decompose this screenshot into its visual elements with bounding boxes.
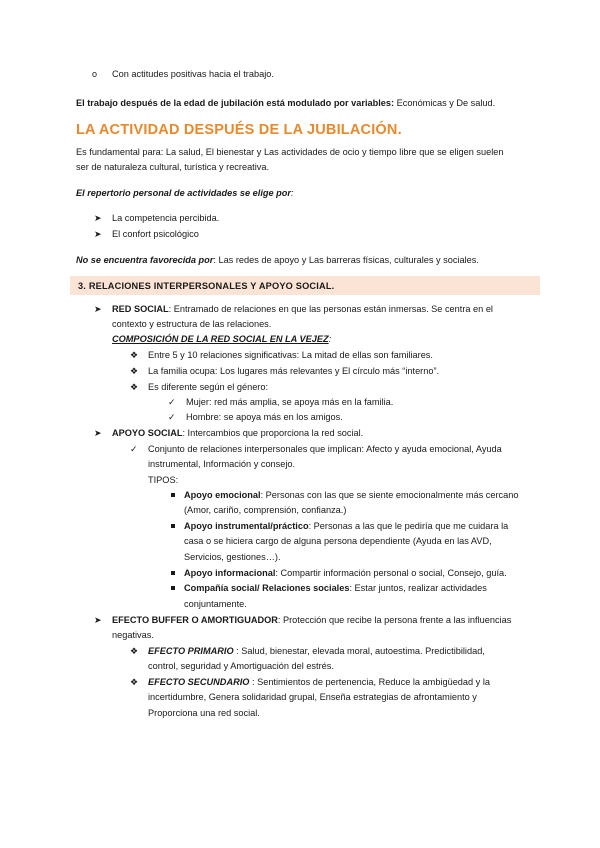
check-bullet-icon: ✓ [168, 397, 176, 407]
gender-item: Hombre: se apoya más en los amigos. [186, 412, 343, 422]
composition-item: Entre 5 y 10 relaciones significativas: La mitad de ellas son familiares. [148, 350, 433, 360]
type-text: : Personas a las que le pediría que me cuidara la [308, 521, 509, 531]
repertorio-colon: : [290, 188, 294, 198]
type-line [184, 520, 508, 532]
diamond-bullet-icon: ❖ [130, 646, 139, 656]
modulated-paragraph [76, 97, 495, 109]
no-favorecida-paragraph [76, 254, 479, 266]
type-line [184, 567, 507, 579]
buffer-text: : Protección que recibe la persona frente a las influencias [277, 615, 512, 625]
gender-item: Mujer: red más amplia, se apoya más en la familia. [186, 397, 394, 407]
composition-title: COMPOSICIÓN DE LA RED SOCIAL EN LA VEJEZ [112, 334, 329, 344]
red-social-text: : Entramado de relaciones en que las personas están inmersas. Se centra en el [168, 304, 493, 314]
type-line: Servicios, gestiones…). [184, 552, 281, 562]
type-line: casa o se hiciera cargo de alguna persona dependiente (Ayuda en las AVD, [184, 536, 492, 546]
circle-bullet-icon: o [92, 69, 98, 79]
type-line: (Amor, cariño, comprensión, confianza.) [184, 505, 347, 515]
square-bullet-icon [171, 493, 175, 497]
type-text: : Estar juntos, realizar actividades [349, 583, 487, 593]
diamond-bullet-icon: ❖ [130, 350, 139, 360]
type-title: Apoyo informacional [184, 568, 276, 578]
composition-item: Es diferente según el género: [148, 382, 269, 392]
modulated-lead: El trabajo después de la edad de jubilación está modulado por variables: [76, 98, 395, 108]
primario-title: EFECTO PRIMARIO [148, 646, 234, 656]
composition-heading [112, 333, 331, 345]
apoyo-social-title: APOYO SOCIAL [112, 428, 183, 438]
intro-line-2: ser de naturaleza cultural, turística y recreativa. [76, 162, 270, 172]
apoyo-check-line-1: Conjunto de relaciones interpersonales que implican: Afecto y ayuda emocional, Ayuda [148, 444, 502, 454]
diamond-bullet-icon: ❖ [130, 677, 139, 687]
arrow-bullet-icon: ➤ [94, 229, 102, 239]
repertorio-item: El confort psicológico [112, 229, 199, 239]
arrow-bullet-icon: ➤ [94, 428, 102, 438]
primario-text: : Salud, bienestar, elevada moral, autoestima. Predictibilidad, [233, 646, 485, 656]
primario-line: control, seguridad y Amortiguación del estrés. [148, 661, 334, 671]
tipos-label: TIPOS: [148, 475, 179, 485]
arrow-bullet-icon: ➤ [94, 213, 102, 223]
intro-line-1: Es fundamental para: La salud, El bienestar y Las actividades de ocio y tiempo libre que se eligen suelen [76, 147, 504, 157]
apoyo-social-text: : Intercambios que proporciona la red social. [182, 428, 364, 438]
type-title: Apoyo instrumental/práctico [184, 521, 309, 531]
secundario-text: : Sentimientos de pertenencia, Reduce la ambigüedad y la [249, 677, 490, 687]
section-3-heading: 3. RELACIONES INTERPERSONALES Y APOYO SOCIAL. [78, 281, 335, 291]
apoyo-check-line-2: instrumental, Información y consejo. [148, 459, 296, 469]
diamond-bullet-icon: ❖ [130, 382, 139, 392]
square-bullet-icon [171, 524, 175, 528]
type-text: : Compartir información personal o social, Consejo, guía. [275, 568, 507, 578]
repertorio-title [76, 187, 294, 199]
composition-colon: : [328, 334, 332, 344]
red-social-line-2: contexto y estructura de las relaciones. [112, 319, 272, 329]
type-line [184, 489, 518, 501]
arrow-bullet-icon: ➤ [94, 615, 102, 625]
modulated-rest: Económicas y De salud. [394, 98, 496, 108]
buffer-line-2: negativas. [112, 630, 154, 640]
buffer-title: EFECTO BUFFER O AMORTIGUADOR [112, 615, 278, 625]
secundario-line [148, 676, 490, 688]
square-bullet-icon [171, 571, 175, 575]
no-favorecida-lead: No se encuentra favorecida por [76, 255, 214, 265]
bullet-text: Con actitudes positivas hacia el trabajo. [112, 69, 274, 79]
section-heading: LA ACTIVIDAD DESPUÉS DE LA JUBILACIÓN. [76, 122, 402, 138]
primario-line [148, 645, 485, 657]
apoyo-social-line [112, 427, 363, 439]
type-title: Apoyo emocional [184, 490, 261, 500]
repertorio-item: La competencia percibida. [112, 213, 220, 223]
no-favorecida-rest: : Las redes de apoyo y Las barreras físicas, culturales y sociales. [213, 255, 479, 265]
check-bullet-icon: ✓ [130, 444, 138, 454]
diamond-bullet-icon: ❖ [130, 366, 139, 376]
type-line: conjuntamente. [184, 599, 247, 609]
composition-item: La familia ocupa: Los lugares más relevantes y El círculo más “interno”. [148, 366, 440, 376]
red-social-title: RED SOCIAL [112, 304, 169, 314]
red-social-line-1 [112, 303, 493, 315]
type-line [184, 582, 487, 594]
square-bullet-icon [171, 586, 175, 590]
type-title: Compañía social/ Relaciones sociales [184, 583, 350, 593]
arrow-bullet-icon: ➤ [94, 304, 102, 314]
secundario-line: Proporciona una red social. [148, 708, 260, 718]
repertorio-lead: El repertorio personal de actividades se elige por [76, 188, 291, 198]
check-bullet-icon: ✓ [168, 412, 176, 422]
secundario-line: incertidumbre, Genera solidaridad grupal, Enseña estrategias de afrontamiento y [148, 692, 477, 702]
buffer-line-1 [112, 614, 511, 626]
type-text: : Personas con las que se siente emocionalmente más cercano [260, 490, 519, 500]
secundario-title: EFECTO SECUNDARIO [148, 677, 250, 687]
